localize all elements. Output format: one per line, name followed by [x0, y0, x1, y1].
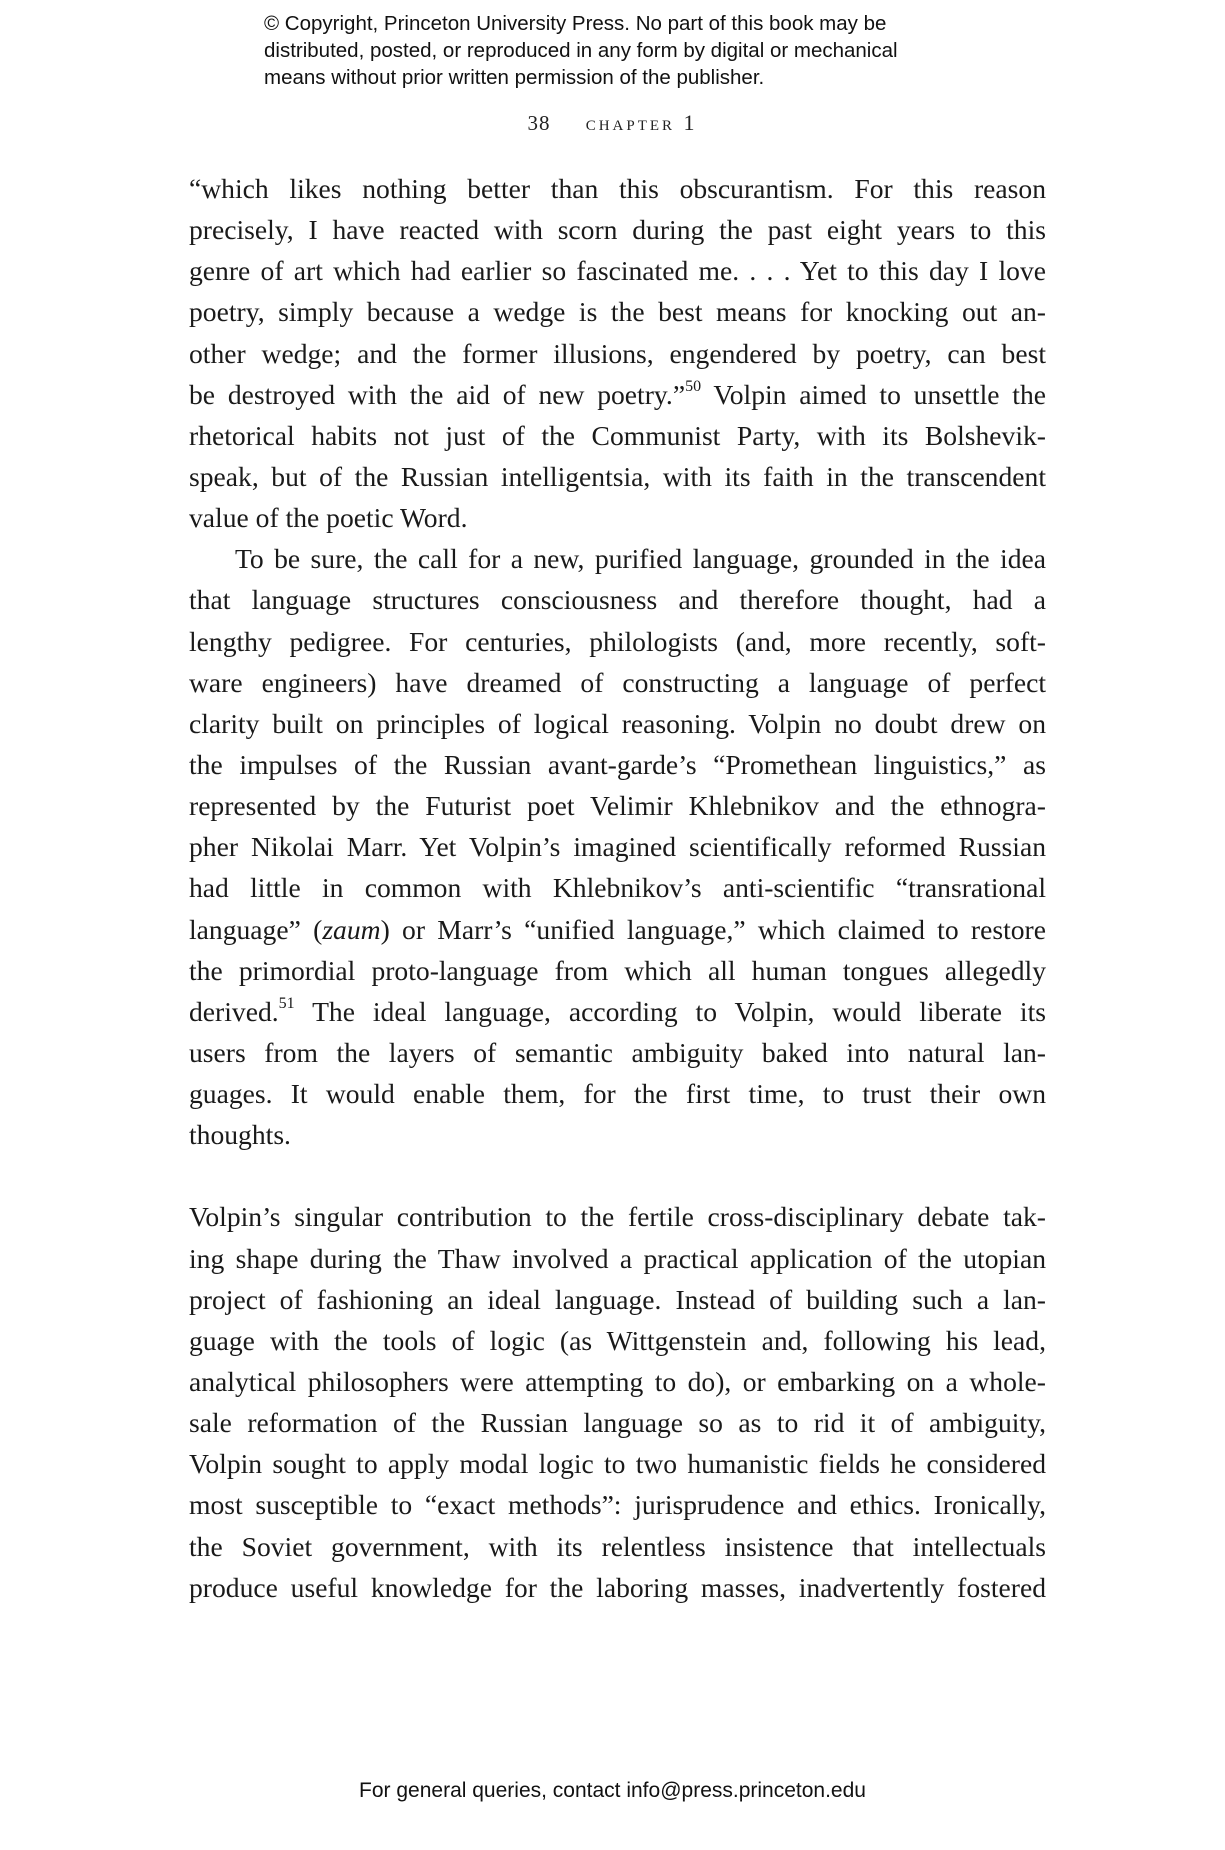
text-line: sale reformation of the Russian language so as to rid it of ambiguity, [189, 1407, 1046, 1439]
text-line: genre of art which had earlier so fascinated me. . . . Yet to this day I love [189, 255, 1046, 287]
text-line: poetry, simply because a wedge is the best means for knocking out an- [189, 296, 1046, 328]
copyright-line: © Copyright, Princeton University Press. No part of this book may be [264, 12, 887, 35]
page-number: 38 [527, 111, 551, 135]
text-line: produce useful knowledge for the laboring masses, inadvertently fostered [189, 1571, 1046, 1603]
footnote-ref-50[interactable]: 50 [685, 377, 702, 395]
copyright-line: means without prior written permission of the publisher. [264, 66, 765, 89]
text-segment: Volpin aimed to unsettle the [701, 378, 1046, 410]
text-line: users from the layers of semantic ambiguity baked into natural lan- [189, 1036, 1046, 1068]
paragraph [189, 1196, 1046, 1607]
text-segment: be destroyed with the aid of new poetry.” [189, 378, 686, 410]
copyright-line: distributed, posted, or reproduced in any form by digital or mechanical [264, 39, 898, 62]
text-line: had little in common with Khlebnikov’s anti-scientific “transrational [189, 872, 1046, 904]
copyright-notice [264, 10, 984, 91]
text-line: the Soviet government, with its relentless insistence that intellectuals [189, 1530, 1046, 1562]
text-line: project of fashioning an ideal language. Instead of building such a lan- [189, 1283, 1046, 1315]
text-line: other wedge; and the former illusions, engendered by poetry, can best [189, 337, 1046, 369]
text-line: ware engineers) have dreamed of constructing a language of perfect [189, 666, 1046, 698]
running-head [0, 110, 1225, 136]
text-line [189, 909, 1046, 950]
text-line: represented by the Futurist poet Velimir Khlebnikov and the ethnogra- [189, 790, 1046, 822]
paragraph [189, 168, 1046, 538]
text-segment: language” ( [189, 913, 323, 945]
text-line [189, 374, 1046, 415]
text-line: Volpin’s singular contribution to the fertile cross-disciplinary debate tak- [189, 1201, 1046, 1233]
italic-term: zaum [322, 913, 381, 945]
body-text [189, 168, 1046, 1608]
chapter-label: chapter 1 [585, 110, 698, 135]
text-line: lengthy pedigree. For centuries, philologists (and, more recently, soft- [189, 625, 1046, 657]
text-line: speak, but of the Russian intelligentsia, with its faith in the transcendent [189, 460, 1046, 492]
text-line: value of the poetic Word. [189, 502, 468, 534]
text-line: analytical philosophers were attempting to do), or embarking on a whole- [189, 1365, 1046, 1397]
text-line: To be sure, the call for a new, purified language, grounded in the idea [235, 543, 1046, 575]
text-line: the primordial proto-language from which all human tongues allegedly [189, 954, 1046, 986]
footer-contact: For general queries, contact info@press.princeton.edu [359, 1779, 866, 1802]
text-line: pher Nikolai Marr. Yet Volpin’s imagined scientifically reformed Russian [189, 831, 1046, 863]
text-line: clarity built on principles of logical reasoning. Volpin no doubt drew on [189, 707, 1046, 739]
text-segment: ) or Marr’s “unified language,” which claimed to restore [380, 913, 1046, 945]
text-line: most susceptible to “exact methods”: jurisprudence and ethics. Ironically, [189, 1489, 1046, 1521]
text-line: rhetorical habits not just of the Communist Party, with its Bolshevik- [189, 419, 1046, 451]
text-line: the impulses of the Russian avant-garde’s “Promethean linguistics,” as [189, 748, 1046, 780]
text-line [189, 991, 1046, 1032]
text-line: thoughts. [189, 1119, 291, 1151]
text-segment: The ideal language, according to Volpin, would liberate its [294, 995, 1046, 1027]
text-line: Volpin sought to apply modal logic to two humanistic fields he considered [189, 1448, 1046, 1480]
text-line: guages. It would enable them, for the first time, to trust their own [189, 1078, 1046, 1110]
text-line: that language structures consciousness and therefore thought, had a [189, 584, 1046, 616]
text-line: “which likes nothing better than this obscurantism. For this reason [189, 173, 1046, 204]
text-line: precisely, I have reacted with scorn during the past eight years to this [189, 214, 1046, 246]
text-segment: derived. [189, 995, 279, 1027]
text-line: guage with the tools of logic (as Wittgenstein and, following his lead, [189, 1324, 1046, 1356]
text-line: ing shape during the Thaw involved a practical application of the utopian [189, 1242, 1046, 1274]
paragraph [189, 538, 1046, 1155]
footnote-ref-51[interactable]: 51 [278, 994, 295, 1012]
